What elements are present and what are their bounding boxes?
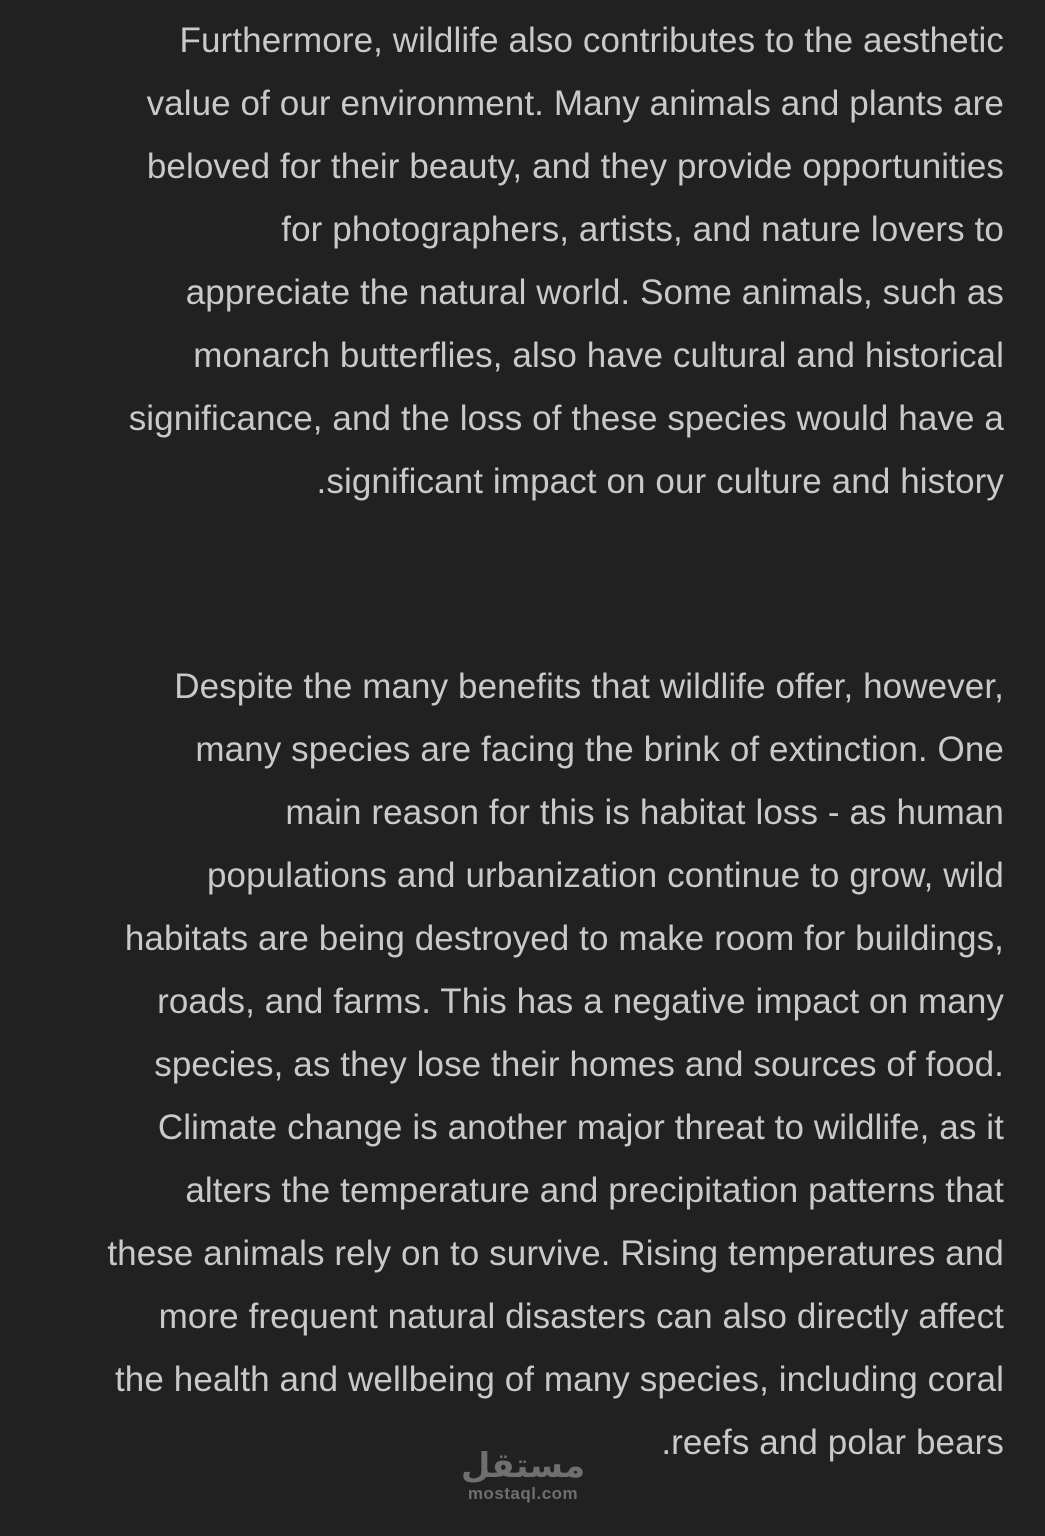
paragraph-line: roads, and farms. This has a negative impact on many: [157, 982, 1004, 1021]
paragraph-line: for photographers, artists, and nature lovers to: [281, 210, 1004, 249]
paragraph-line: significance, and the loss of these species would have a: [128, 399, 1004, 438]
paragraph-line: populations and urbanization continue to grow, wild: [206, 856, 1004, 895]
paragraph-line: habitats are being destroyed to make room for buildings,: [124, 919, 1004, 958]
paragraph-line: .significant impact on our culture and history: [316, 462, 1004, 501]
watermark-logo: مستقل: [460, 1446, 586, 1486]
paragraph-line: these animals rely on to survive. Rising temperatures and: [107, 1234, 1004, 1273]
paragraph-line: the health and wellbeing of many species, including coral: [114, 1360, 1004, 1399]
paragraph-line: .reefs and polar bears: [661, 1423, 1004, 1462]
paragraph-line: alters the temperature and precipitation patterns that: [185, 1171, 1004, 1210]
mostaql-watermark: [458, 1448, 588, 1508]
paragraph-line: main reason for this is habitat loss - as human: [285, 793, 1004, 832]
paragraph-line: Climate change is another major threat to wildlife, as it: [157, 1108, 1004, 1147]
paragraph-line: beloved for their beauty, and they provide opportunities: [146, 147, 1004, 186]
paragraph-line: monarch butterflies, also have cultural and historical: [193, 336, 1004, 375]
paragraph-line: more frequent natural disasters can also directly affect: [158, 1297, 1004, 1336]
watermark-url: mostaql.com: [467, 1484, 579, 1503]
paragraph-line: many species are facing the brink of extinction. One: [195, 730, 1004, 769]
paragraph-line: appreciate the natural world. Some animals, such as: [185, 273, 1004, 312]
paragraph-line: species, as they lose their homes and sources of food.: [154, 1045, 1004, 1084]
paragraph-line: Despite the many benefits that wildlife offer, however,: [174, 667, 1004, 706]
paragraph-line: value of our environment. Many animals and plants are: [146, 84, 1004, 123]
paragraph-line: Furthermore, wildlife also contributes to the aesthetic: [179, 21, 1004, 60]
